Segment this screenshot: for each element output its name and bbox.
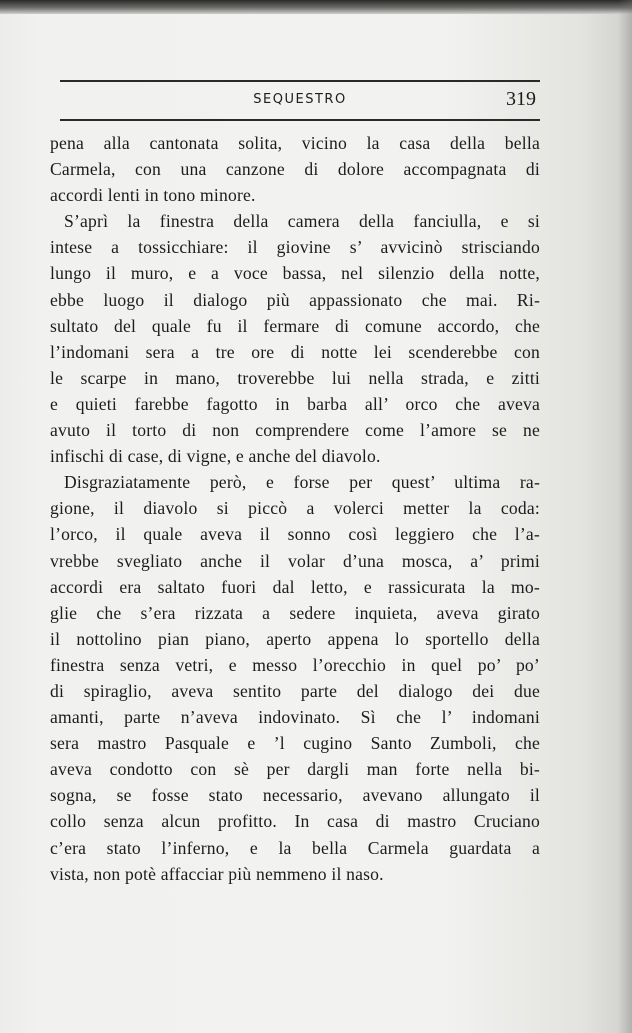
text-line: c’era stato l’inferno, e la bella Carmela guardata a xyxy=(50,837,540,858)
text-line: sultato del quale fu il fermare di comune accordo, che xyxy=(50,315,540,336)
header-rule-top xyxy=(60,80,540,82)
text-line: sera mastro Pasquale e ’l cugino Santo Zumboli, che xyxy=(50,733,540,754)
paragraph xyxy=(50,469,540,887)
text-line: il nottolino pian piano, aperto appena lo sportello della xyxy=(50,628,540,649)
body-text xyxy=(50,130,540,887)
text-line: finestra senza vetri, e messo l’orecchio in quel po’ po’ xyxy=(50,654,540,675)
running-title: SEQUESTRO xyxy=(253,92,347,107)
text-line: di spiraglio, aveva sentito parte del dialogo dei due xyxy=(50,680,540,701)
text-line: amanti, parte n’aveva indovinato. Sì che l’ indomani xyxy=(50,707,540,728)
running-head xyxy=(60,90,540,114)
text-line: aveva condotto con sè per dargli man forte nella bi- xyxy=(50,759,540,780)
text-line: vista, non potè affacciar più nemmeno il naso. xyxy=(50,863,384,884)
text-line: accordi era saltato fuori dal letto, e rassicurata la mo- xyxy=(50,576,540,597)
text-line: accordi lenti in tono minore. xyxy=(50,185,256,206)
page-right-shadow xyxy=(618,0,632,1033)
text-line: collo senza alcun profitto. In casa di mastro Cruciano xyxy=(50,811,540,832)
text-line: le scarpe in mano, troverebbe lui nella strada, e zitti xyxy=(50,367,540,388)
text-line: e quieti farebbe fagotto in barba all’ orco che aveva xyxy=(50,393,540,414)
page-number: 319 xyxy=(506,88,536,110)
scan-top-edge xyxy=(0,0,632,14)
text-line: sogna, se fosse stato necessario, avevano allungato il xyxy=(50,785,540,806)
text-line: ebbe luogo il dialogo più appassionato che mai. Ri- xyxy=(50,289,540,310)
text-line: vrebbe svegliato anche il volar d’una mosca, a’ primi xyxy=(50,550,540,571)
text-line: gione, il diavolo si piccò a volerci metter la coda: xyxy=(50,498,540,519)
text-line: Carmela, con una canzone di dolore accompagnata di xyxy=(50,159,540,180)
text-line: avuto il torto di non comprendere come l’amore se ne xyxy=(50,420,540,441)
text-line: Disgraziatamente però, e forse per quest’ ultima ra- xyxy=(64,472,540,493)
text-line: infischi di case, di vigne, e anche del diavolo. xyxy=(50,446,381,467)
paragraph xyxy=(50,130,540,208)
text-line: l’orco, il quale aveva il sonno così leggiero che l’a- xyxy=(50,524,540,545)
text-line: lungo il muro, e a voce bassa, nel silenzio della notte, xyxy=(50,263,540,284)
text-line: pena alla cantonata solita, vicino la casa della bella xyxy=(50,133,540,153)
header-rule-bottom xyxy=(60,119,540,121)
paragraph xyxy=(50,208,540,469)
text-line: l’indomani sera a tre ore di notte lei scenderebbe con xyxy=(50,341,540,362)
text-line: S’aprì la finestra della camera della fanciulla, e si xyxy=(64,211,540,232)
text-line: glie che s’era rizzata a sedere inquieta, aveva girato xyxy=(50,602,540,623)
text-line: intese a tossicchiare: il giovine s’ avvicinò strisciando xyxy=(50,237,540,258)
